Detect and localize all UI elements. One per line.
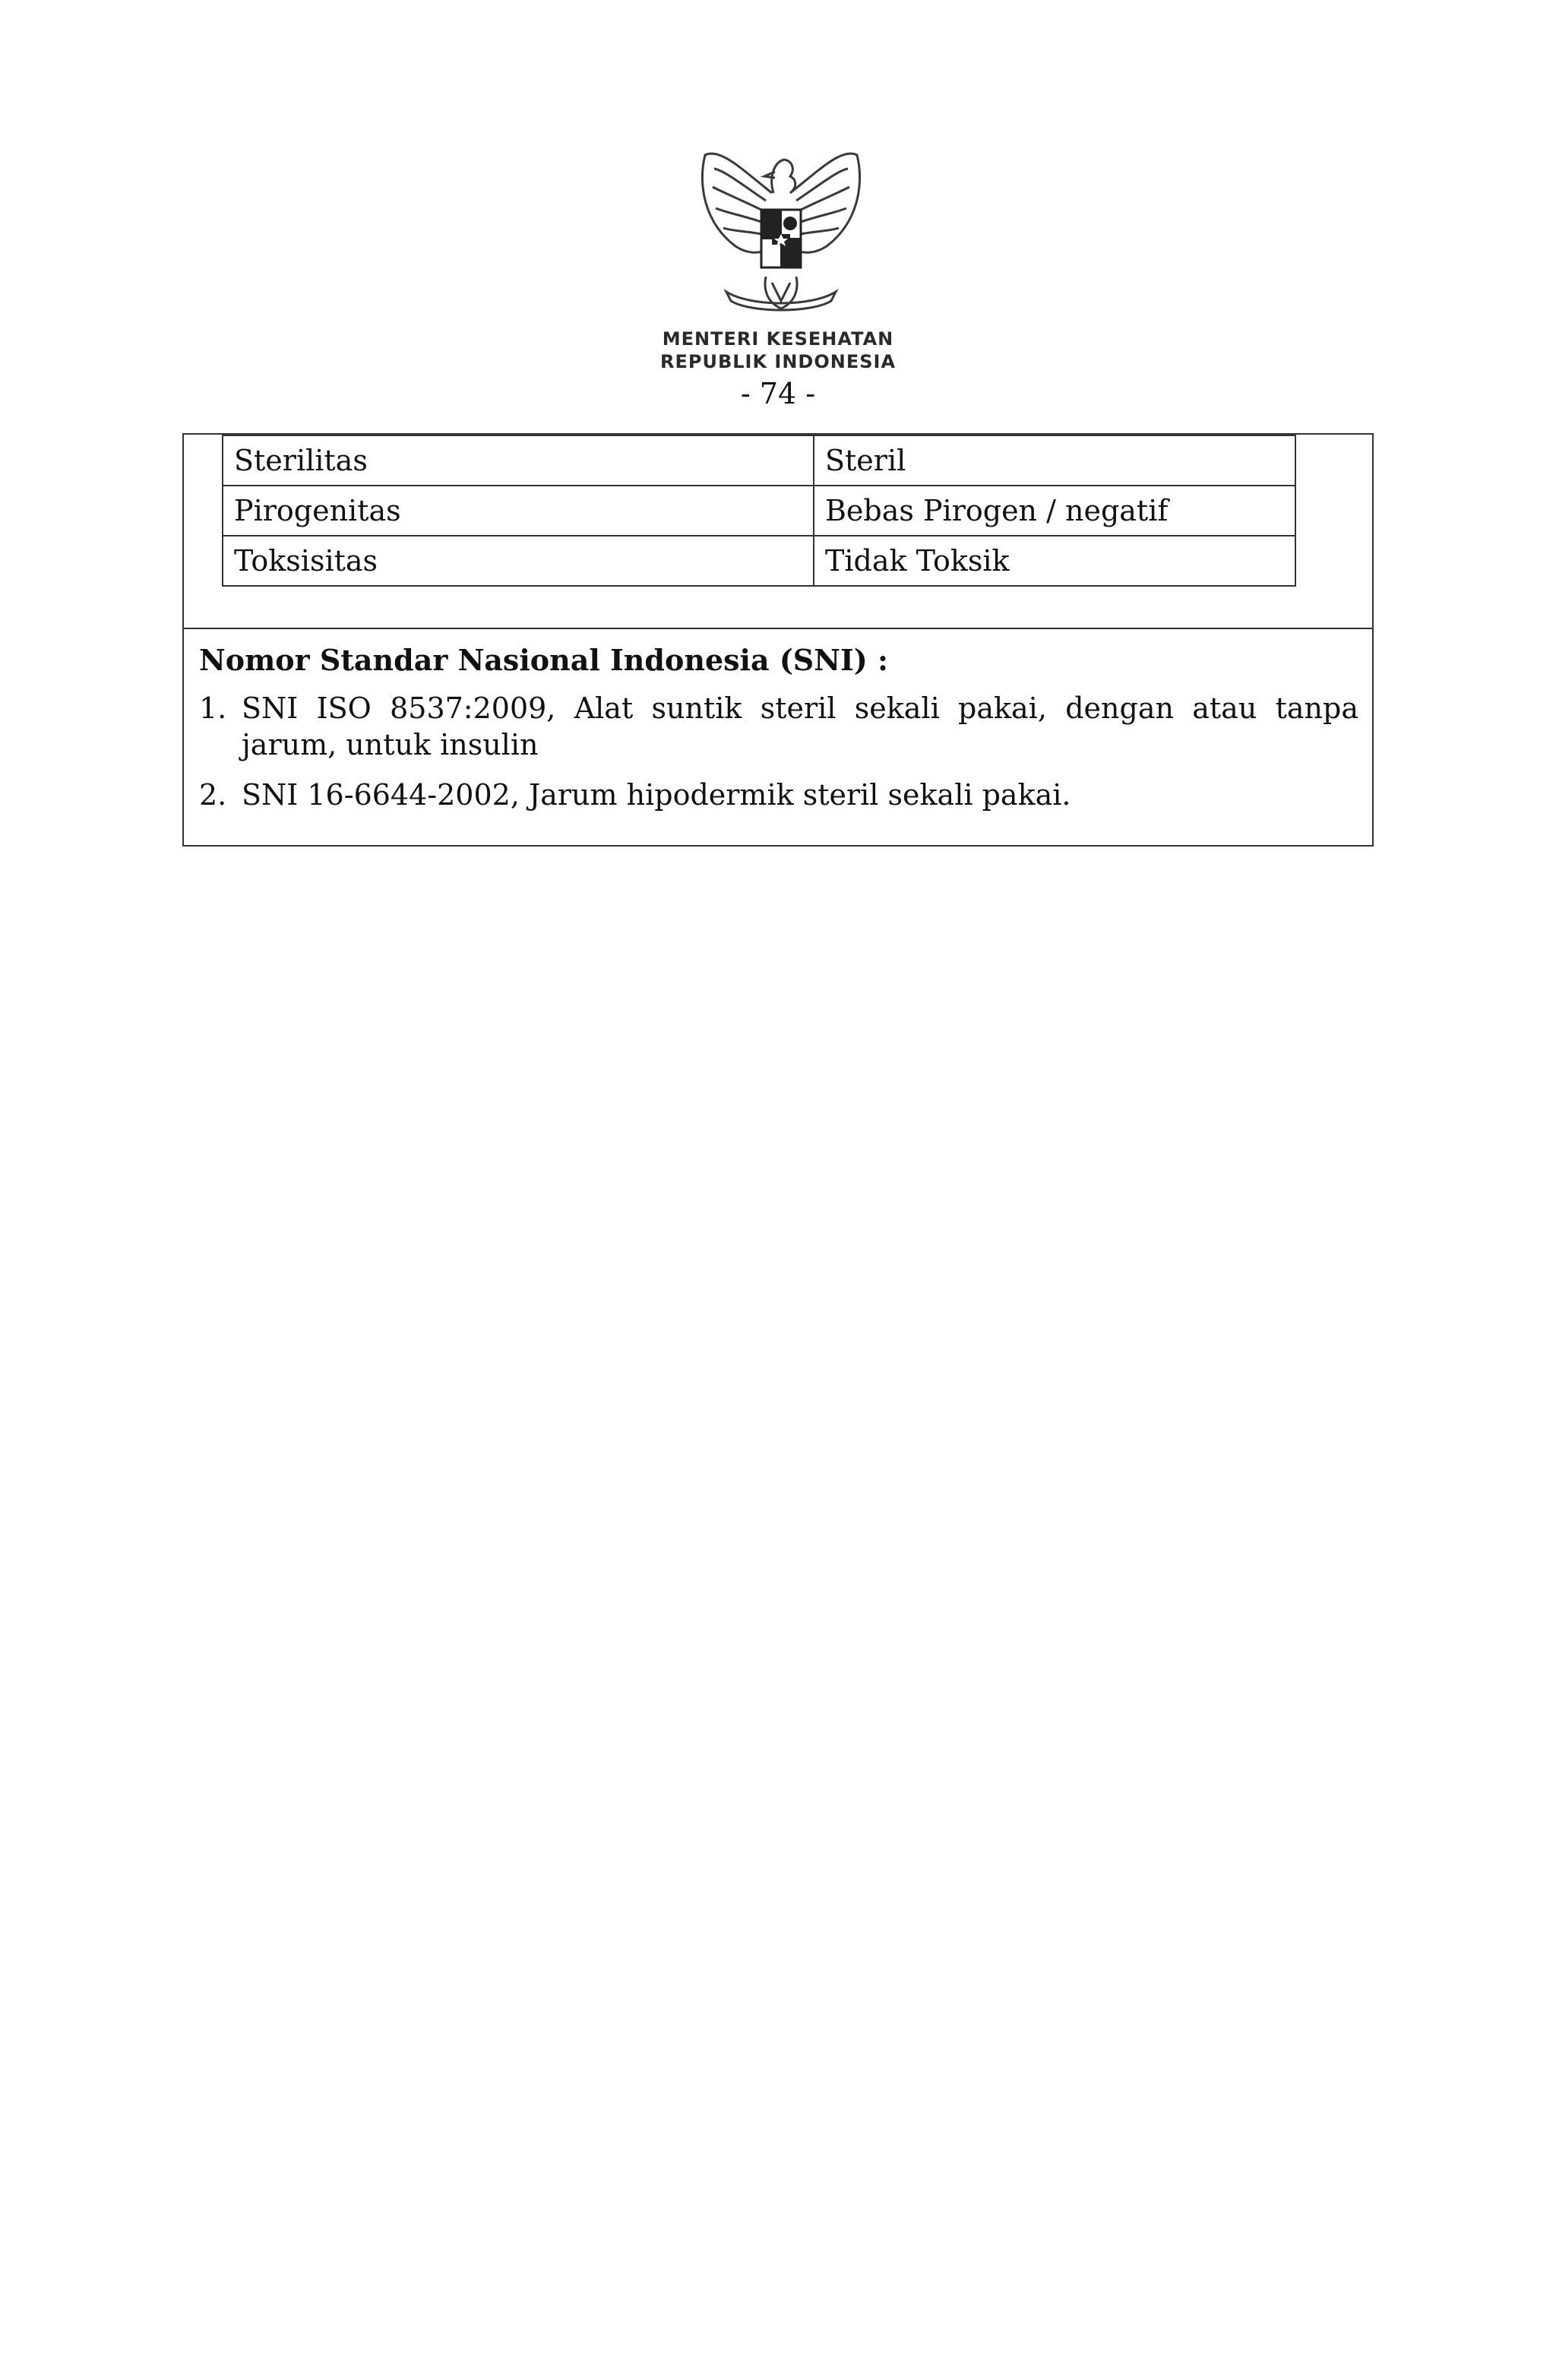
ministry-title-line1: MENTERI KESEHATAN <box>662 328 894 350</box>
table-row <box>223 486 1295 536</box>
requirement-cell: Bebas Pirogen / negatif <box>814 486 1295 536</box>
requirement-cell: Tidak Toksik <box>814 536 1295 586</box>
parameter-cell: Sterilitas <box>223 435 814 486</box>
parameter-cell: Toksisitas <box>223 536 814 586</box>
list-item-number: 1. <box>199 692 227 725</box>
parameter-cell: Pirogenitas <box>223 486 814 536</box>
page-number: - 74 - <box>740 377 816 410</box>
specification-box <box>182 433 1374 847</box>
list-item-text: SNI 16-6644-2002, Jarum hipodermik steril sekali pakai. <box>242 778 1071 812</box>
requirement-cell: Steril <box>814 435 1295 486</box>
sni-heading: Nomor Standar Nasional Indonesia (SNI) : <box>199 643 888 677</box>
list-item-text: SNI ISO 8537:2009, Alat suntik steril sekali pakai, dengan atau tanpa jarum, untuk insulin <box>242 692 1358 761</box>
table-row <box>223 435 1295 486</box>
table-row <box>223 536 1295 586</box>
list-item <box>199 690 1358 763</box>
list-item-number: 2. <box>199 778 227 812</box>
list-item <box>199 777 1358 813</box>
section-divider <box>184 628 1372 629</box>
spec-table <box>222 435 1296 587</box>
garuda-emblem-icon <box>690 140 872 322</box>
ministry-title-line2: REPUBLIK INDONESIA <box>659 351 897 372</box>
sni-list <box>199 690 1358 827</box>
